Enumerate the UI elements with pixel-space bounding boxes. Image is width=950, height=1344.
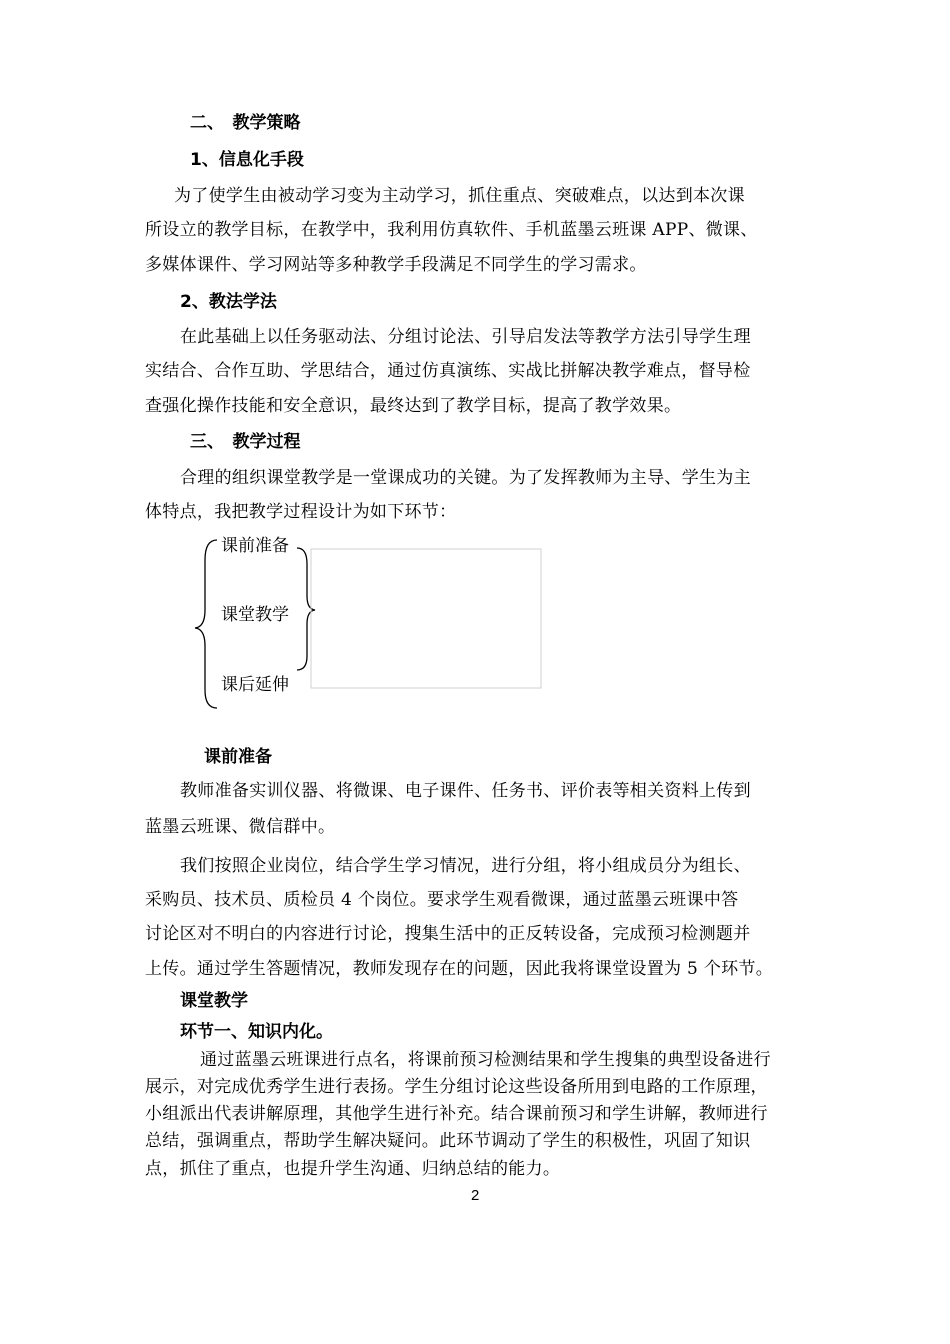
heading-info-means: 1、信息化手段: [190, 150, 304, 170]
stage-after-class: 课后延伸: [221, 675, 289, 695]
paragraph-line: 多媒体课件、学习网站等多种教学手段满足不同学生的学习需求。: [145, 255, 647, 275]
heading-step-one: 环节一、知识内化。: [180, 1022, 333, 1042]
right-brace: [297, 548, 315, 670]
paragraph-line: 总结，强调重点，帮助学生解决疑问。此环节调动了学生的积极性，巩固了知识: [145, 1131, 751, 1151]
stage-pre-class: 课前准备: [221, 536, 289, 556]
paragraph-line: 在此基础上以任务驱动法、分组讨论法、引导启发法等教学方法引导学生理: [180, 327, 751, 347]
paragraph-line: 小组派出代表讲解原理，其他学生进行补充。结合课前预习和学生讲解，教师进行: [145, 1104, 768, 1124]
heading-in-class: 课堂教学: [180, 991, 248, 1011]
paragraph-line: 我们按照企业岗位，结合学生学习情况，进行分组，将小组成员分为组长、: [180, 856, 751, 876]
paragraph-line: 采购员、技术员、质检员 4 个岗位。要求学生观看微课，通过蓝墨云班课中答: [145, 890, 739, 910]
paragraph-line: 展示，对完成优秀学生进行表扬。学生分组讨论这些设备所用到电路的工作原理，: [145, 1077, 768, 1097]
heading-pre-class: 课前准备: [204, 747, 272, 767]
paragraph-line: 讨论区对不明白的内容进行讨论，搜集生活中的正反转设备，完成预习检测题并: [145, 924, 751, 944]
paragraph-line: 蓝墨云班课、微信群中。: [145, 817, 336, 837]
paragraph-line: 教师准备实训仪器、将微课、电子课件、任务书、评价表等相关资料上传到: [180, 781, 751, 801]
empty-box: [311, 549, 541, 688]
left-brace: [195, 540, 217, 708]
paragraph-line: 点，抓住了重点，也提升学生沟通、归纳总结的能力。: [145, 1159, 561, 1179]
paragraph-line: 合理的组织课堂教学是一堂课成功的关键。为了发挥教师为主导、学生为主: [180, 468, 751, 488]
paragraph-line: 所设立的教学目标，在教学中，我利用仿真软件、手机蓝墨云班课 APP、微课、: [145, 220, 758, 240]
page-number: 2: [471, 1187, 480, 1204]
paragraph-line: 为了使学生由被动学习变为主动学习，抓住重点、突破难点，以达到本次课: [174, 186, 745, 206]
heading-teaching-method: 2、教法学法: [180, 292, 277, 312]
heading-teaching-strategy: 二、 教学策略: [190, 113, 301, 133]
paragraph-line: 上传。通过学生答题情况，教师发现存在的问题，因此我将课堂设置为 5 个环节。: [145, 959, 774, 979]
paragraph-line: 通过蓝墨云班课进行点名，将课前预习检测结果和学生搜集的典型设备进行: [200, 1050, 771, 1070]
stage-in-class: 课堂教学: [221, 605, 289, 625]
paragraph-line: 实结合、合作互助、学思结合，通过仿真演练、实战比拼解决教学难点，督导检: [145, 361, 751, 381]
heading-teaching-process: 三、 教学过程: [190, 432, 301, 452]
paragraph-line: 查强化操作技能和安全意识，最终达到了教学目标，提高了教学效果。: [145, 396, 682, 416]
paragraph-line: 体特点，我把教学过程设计为如下环节：: [145, 502, 457, 522]
